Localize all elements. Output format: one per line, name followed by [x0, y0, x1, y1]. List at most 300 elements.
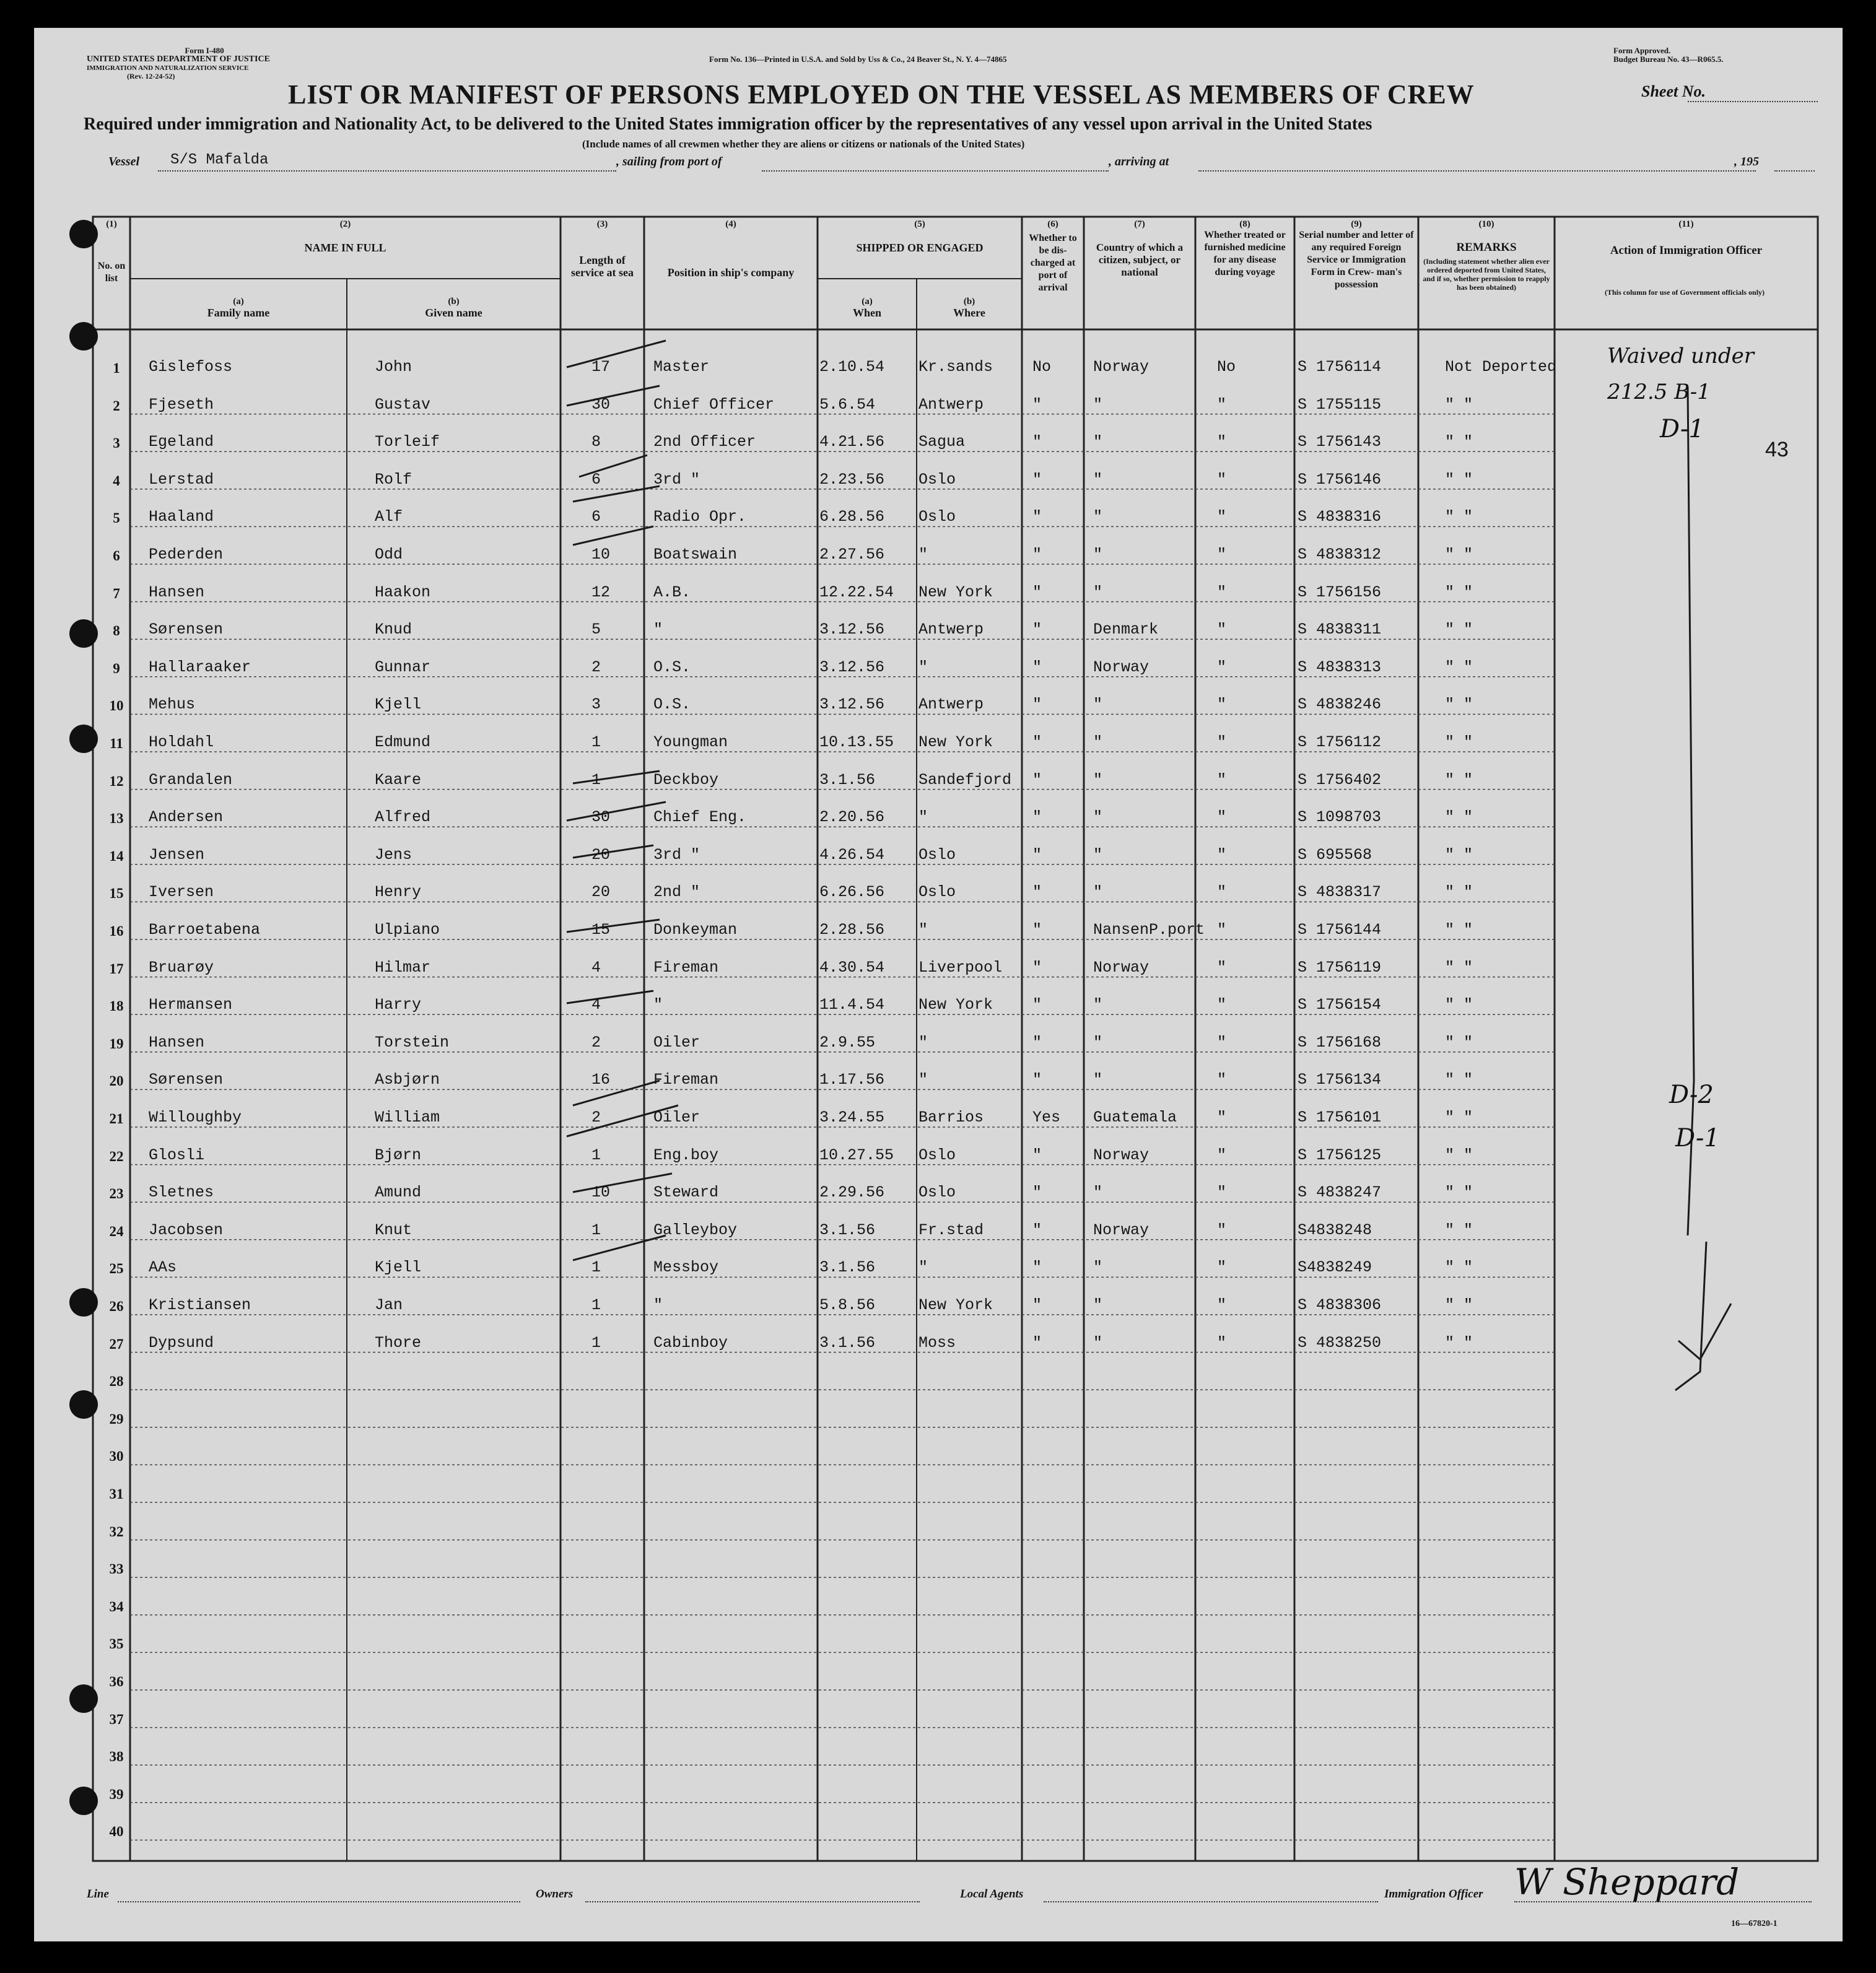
length-of-service: 6	[591, 470, 601, 489]
row-number: 24	[109, 1223, 124, 1239]
col6-number: (6)	[1047, 219, 1058, 229]
arriving-label: , arriving at	[1109, 155, 1169, 168]
treated-status: "	[1217, 1146, 1227, 1164]
row-number: 8	[113, 623, 120, 639]
row-number: 3	[113, 435, 120, 451]
treated-status: "	[1217, 695, 1227, 714]
row-number: 35	[109, 1636, 124, 1652]
footer-agents-label: Local Agents	[960, 1888, 1024, 1901]
position: 2nd "	[653, 883, 700, 902]
length-of-service: 1	[591, 1258, 601, 1277]
treated-status: "	[1217, 958, 1227, 977]
given-name: Ulpiano	[375, 921, 440, 939]
family-name: Dypsund	[149, 1333, 214, 1352]
row-number: 16	[109, 923, 124, 939]
treated-status: "	[1217, 1183, 1227, 1202]
family-name: AAs	[149, 1258, 177, 1277]
shipped-when: 2.27.56	[819, 546, 885, 564]
family-name: Andersen	[149, 808, 224, 827]
position: Galleyboy	[653, 1221, 738, 1239]
row-number: 26	[109, 1299, 124, 1314]
position: "	[653, 1296, 663, 1314]
country: Guatemala	[1093, 1108, 1177, 1126]
shipped-when: 3.1.56	[819, 1258, 876, 1277]
shipped-when: 6.28.56	[819, 508, 885, 526]
row-number: 33	[109, 1561, 124, 1577]
shipped-when: 5.6.54	[819, 395, 876, 414]
treated-status: "	[1217, 1221, 1227, 1239]
serial-number: S 4838247	[1298, 1183, 1382, 1202]
shipped-where: Kr.sands	[918, 358, 993, 376]
col10-header: REMARKS	[1456, 241, 1517, 254]
given-name: William	[375, 1108, 440, 1126]
officer-signature: W Sheppard	[1514, 1861, 1740, 1903]
shipped-when: 2.28.56	[819, 921, 885, 939]
shipped-where: "	[918, 808, 928, 827]
shipped-when: 2.23.56	[819, 470, 885, 489]
serial-number: S 1756114	[1298, 358, 1382, 376]
length-of-service: 3	[591, 695, 601, 714]
shipped-when: 2.29.56	[819, 1183, 885, 1202]
given-name: Asbjørn	[375, 1071, 440, 1089]
remarks: " "	[1445, 733, 1473, 751]
remarks: " "	[1445, 1071, 1473, 1089]
remarks: " "	[1445, 1146, 1473, 1164]
department: UNITED STATES DEPARTMENT OF JUSTICE	[87, 54, 270, 64]
remarks: " "	[1445, 395, 1473, 414]
officer-note-waived: Waived under	[1607, 344, 1754, 368]
col2-header: NAME IN FULL	[304, 242, 386, 254]
remarks: " "	[1445, 770, 1473, 789]
remarks: " "	[1445, 470, 1473, 489]
position: Radio Opr.	[653, 508, 747, 526]
shipped-when: 4.21.56	[819, 433, 885, 451]
row-number: 22	[109, 1148, 124, 1164]
given-name: Torstein	[375, 1033, 450, 1052]
family-name: Pederden	[149, 546, 224, 564]
position: O.S.	[653, 658, 691, 676]
country: Norway	[1093, 358, 1150, 376]
shipped-when: 5.8.56	[819, 1296, 876, 1314]
country: "	[1093, 1258, 1103, 1277]
length-of-service: 2	[591, 658, 601, 676]
col2-number: (2)	[339, 219, 351, 229]
col7-number: (7)	[1134, 219, 1145, 229]
col1-header: No. on list	[97, 261, 126, 284]
given-name: Knut	[375, 1221, 412, 1239]
length-of-service: 10	[591, 546, 611, 564]
family-name: Lerstad	[149, 470, 214, 489]
position: Cabinboy	[653, 1333, 728, 1352]
vessel-value: S/S Mafalda	[170, 152, 269, 168]
serial-number: S 1756144	[1298, 921, 1382, 939]
shipped-where: "	[918, 546, 928, 564]
shipped-where: Barrios	[918, 1108, 984, 1126]
row-number: 17	[109, 960, 124, 977]
given-name: John	[375, 358, 412, 376]
row-number: 38	[109, 1749, 124, 1765]
serial-number: S 1756156	[1298, 583, 1382, 601]
discharge-status: "	[1032, 508, 1042, 526]
vessel-label: Vessel	[108, 155, 139, 168]
serial-number: S 4838306	[1298, 1296, 1382, 1314]
country: Norway	[1093, 658, 1150, 676]
given-name: Bjørn	[375, 1146, 422, 1164]
country: "	[1093, 395, 1103, 414]
treated-status: "	[1217, 470, 1227, 489]
treated-status: "	[1217, 1333, 1227, 1352]
row-number: 6	[113, 548, 120, 564]
serial-number: S 1756154	[1298, 996, 1382, 1014]
remarks: " "	[1445, 1296, 1473, 1314]
treated-status: "	[1217, 621, 1227, 639]
col5b-letter: (b)	[963, 297, 975, 307]
length-of-service: 8	[591, 433, 601, 451]
treated-status: "	[1217, 583, 1227, 601]
footer-agents-blank	[1044, 1901, 1378, 1902]
shipped-when: 3.12.56	[819, 658, 885, 676]
length-of-service: 2	[591, 1108, 601, 1126]
row-number: 37	[109, 1711, 124, 1727]
col9-header: Serial number and letter of any required Foreign Service or Immigration Form in Crew- man's possession	[1299, 230, 1414, 290]
remarks: " "	[1445, 546, 1473, 564]
treated-status: "	[1217, 883, 1227, 902]
given-name: Knud	[375, 621, 412, 639]
position: O.S.	[653, 695, 691, 714]
family-name: Grandalen	[149, 770, 233, 789]
country: "	[1093, 1033, 1103, 1052]
position: Master	[653, 358, 710, 376]
shipped-where: Antwerp	[918, 395, 984, 414]
row-number: 4	[113, 473, 120, 489]
punch-hole	[69, 1288, 98, 1317]
shipped-when: 4.26.54	[819, 845, 885, 864]
shipped-where: Antwerp	[918, 695, 984, 714]
row-number: 2	[113, 398, 120, 414]
serial-number: S 1755115	[1298, 395, 1382, 414]
length-of-service: 1	[591, 1296, 601, 1314]
shipped-where: "	[918, 1258, 928, 1277]
serial-number: S 695568	[1298, 845, 1372, 864]
margin-number: 43	[1765, 438, 1789, 461]
discharge-status: "	[1032, 546, 1042, 564]
footer-line-label: Line	[87, 1888, 109, 1901]
shipped-where: New York	[918, 1296, 993, 1314]
treated-status: "	[1217, 1258, 1227, 1277]
shipped-when: 3.1.56	[819, 770, 876, 789]
shipped-where: "	[918, 658, 928, 676]
family-name: Sørensen	[149, 621, 224, 639]
page-title: LIST OR MANIFEST OF PERSONS EMPLOYED ON THE VESSEL AS MEMBERS OF CREW	[288, 79, 1475, 110]
col9-number: (9)	[1351, 219, 1362, 229]
punch-hole	[69, 1390, 98, 1419]
position: Messboy	[653, 1258, 719, 1277]
row-number: 36	[109, 1674, 124, 1689]
given-name: Kjell	[375, 695, 422, 714]
row-number: 20	[109, 1073, 124, 1089]
row-number: 30	[109, 1448, 124, 1465]
footer-owners-blank	[585, 1901, 920, 1902]
length-of-service: 30	[591, 808, 611, 827]
treated-status: "	[1217, 1108, 1227, 1126]
remarks: " "	[1445, 808, 1473, 827]
year-label: , 195	[1734, 155, 1759, 168]
remarks: " "	[1445, 1183, 1473, 1202]
length-of-service: 6	[591, 508, 601, 526]
position: Eng.boy	[653, 1146, 719, 1164]
family-name: Sletnes	[149, 1183, 214, 1202]
family-name: Iversen	[149, 883, 214, 902]
given-name: Harry	[375, 996, 422, 1014]
family-name: Mehus	[149, 695, 196, 714]
remarks: " "	[1445, 1108, 1473, 1126]
col2a-header: Family name	[207, 307, 270, 319]
officer-note-d1-top: D-1	[1660, 415, 1704, 443]
treated-status: "	[1217, 770, 1227, 789]
serial-number: S 4838250	[1298, 1333, 1382, 1352]
serial-number: S4838249	[1298, 1258, 1372, 1277]
given-name: Jan	[375, 1296, 403, 1314]
sheet-label: Sheet No.	[1641, 82, 1706, 100]
shipped-where: Liverpool	[918, 958, 1003, 977]
shipped-where: Antwerp	[918, 621, 984, 639]
revision: (Rev. 12-24-52)	[127, 72, 175, 81]
discharge-status: "	[1032, 770, 1042, 789]
position: A.B.	[653, 583, 691, 601]
given-name: Kjell	[375, 1258, 422, 1277]
form-code: 16—67820-1	[1731, 1919, 1778, 1928]
serial-number: S 1756125	[1298, 1146, 1382, 1164]
remarks: " "	[1445, 1221, 1473, 1239]
treated-status: "	[1217, 1071, 1227, 1089]
country: "	[1093, 1071, 1103, 1089]
family-name: Willoughby	[149, 1108, 242, 1126]
treated-status: "	[1217, 658, 1227, 676]
length-of-service: 4	[591, 958, 601, 977]
col2a-letter: (a)	[233, 297, 244, 307]
include-note: (Include names of all crewmen whether they are aliens or citizens or nationals of the United States)	[582, 138, 1025, 150]
punch-hole	[69, 322, 98, 351]
shipped-where: "	[918, 1033, 928, 1052]
discharge-status: "	[1032, 1258, 1042, 1277]
family-name: Hermansen	[149, 996, 233, 1014]
length-of-service: 20	[591, 883, 611, 902]
remarks: Not Deported	[1445, 358, 1557, 376]
serial-number: S 1756112	[1298, 733, 1382, 751]
col11-note: (This column for use of Government officials only)	[1604, 288, 1765, 297]
row-number: 32	[109, 1523, 124, 1540]
remarks: " "	[1445, 621, 1473, 639]
country: NansenP.port	[1093, 921, 1205, 939]
treated-status: "	[1217, 546, 1227, 564]
remarks: " "	[1445, 845, 1473, 864]
punch-hole	[69, 220, 98, 248]
length-of-service: 12	[591, 583, 611, 601]
treated-status: "	[1217, 845, 1227, 864]
family-name: Haaland	[149, 508, 214, 526]
approval-line-2: Budget Bureau No. 43—R065.5.	[1613, 54, 1724, 64]
family-name: Hansen	[149, 583, 205, 601]
shipped-where: Fr.stad	[918, 1221, 984, 1239]
position: Fireman	[653, 958, 719, 977]
discharge-status: "	[1032, 883, 1042, 902]
discharge-status: "	[1032, 921, 1042, 939]
length-of-service: 17	[591, 358, 611, 376]
position: Oiler	[653, 1033, 700, 1052]
country: "	[1093, 996, 1103, 1014]
row-number: 5	[113, 510, 120, 526]
row-number: 27	[109, 1336, 124, 1352]
row-number: 39	[109, 1786, 124, 1802]
treated-status: "	[1217, 996, 1227, 1014]
position: 3rd "	[653, 845, 700, 864]
col5-header: SHIPPED OR ENGAGED	[856, 242, 984, 254]
discharge-status: Yes	[1032, 1108, 1061, 1126]
length-of-service: 2	[591, 1033, 601, 1052]
family-name: Sørensen	[149, 1071, 224, 1089]
country: "	[1093, 1333, 1103, 1352]
given-name: Alfred	[375, 808, 431, 827]
given-name: Henry	[375, 883, 422, 902]
shipped-where: Sandefjord	[918, 770, 1012, 789]
service: IMMIGRATION AND NATURALIZATION SERVICE	[87, 64, 249, 72]
punch-hole	[69, 1684, 98, 1713]
col2b-letter: (b)	[448, 297, 460, 307]
col5a-letter: (a)	[862, 297, 873, 307]
country: Norway	[1093, 1146, 1150, 1164]
shipped-when: 3.24.55	[819, 1108, 885, 1126]
discharge-status: "	[1032, 1221, 1042, 1239]
shipped-where: Sagua	[918, 433, 966, 451]
position: "	[653, 996, 663, 1014]
treated-status: "	[1217, 433, 1227, 451]
family-name: Barroetabena	[149, 921, 261, 939]
row-number: 15	[109, 886, 124, 902]
discharge-status: "	[1032, 996, 1042, 1014]
given-name: Alf	[375, 508, 403, 526]
row-number: 25	[109, 1261, 124, 1277]
shipped-when: 3.1.56	[819, 1221, 876, 1239]
country: "	[1093, 733, 1103, 751]
serial-number: S 4838313	[1298, 658, 1382, 676]
remarks: " "	[1445, 508, 1473, 526]
row-number: 40	[109, 1824, 124, 1840]
length-of-service: 1	[591, 1221, 601, 1239]
printer-note: Form No. 136—Printed in U.S.A. and Sold by Uss & Co., 24 Beaver St., N. Y. 4—74865	[709, 54, 1007, 64]
discharge-status: "	[1032, 658, 1042, 676]
country: Denmark	[1093, 621, 1159, 639]
discharge-status: "	[1032, 583, 1042, 601]
shipped-when: 10.27.55	[819, 1146, 894, 1164]
family-name: Hansen	[149, 1033, 205, 1052]
punch-hole	[69, 1787, 98, 1815]
given-name: Rolf	[375, 470, 412, 489]
shipped-when: 2.9.55	[819, 1033, 876, 1052]
serial-number: S 1756134	[1298, 1071, 1382, 1089]
length-of-service: 1	[591, 1333, 601, 1352]
discharge-status: "	[1032, 1146, 1042, 1164]
discharge-status: "	[1032, 470, 1042, 489]
given-name: Torleif	[375, 433, 440, 451]
remarks: " "	[1445, 996, 1473, 1014]
position: Deckboy	[653, 770, 719, 789]
remarks: " "	[1445, 658, 1473, 676]
shipped-where: New York	[918, 996, 993, 1014]
family-name: Jacobsen	[149, 1221, 224, 1239]
given-name: Haakon	[375, 583, 431, 601]
country: "	[1093, 433, 1103, 451]
given-name: Thore	[375, 1333, 422, 1352]
country: "	[1093, 508, 1103, 526]
discharge-status: "	[1032, 733, 1042, 751]
col2b-header: Given name	[425, 307, 482, 319]
row-number: 19	[109, 1035, 124, 1052]
position: Chief Officer	[653, 395, 775, 414]
treated-status: "	[1217, 808, 1227, 827]
discharge-status: "	[1032, 1333, 1042, 1352]
remarks: " "	[1445, 958, 1473, 977]
row-number: 34	[109, 1598, 124, 1614]
remarks: " "	[1445, 1033, 1473, 1052]
discharge-status: "	[1032, 395, 1042, 414]
discharge-status: No	[1032, 358, 1052, 376]
country: "	[1093, 546, 1103, 564]
col10-number: (10)	[1478, 219, 1494, 229]
given-name: Gustav	[375, 395, 431, 414]
length-of-service: 1	[591, 770, 601, 789]
shipped-where: New York	[918, 733, 993, 751]
family-name: Egeland	[149, 433, 214, 451]
shipped-when: 3.12.56	[819, 621, 885, 639]
shipped-where: "	[918, 1071, 928, 1089]
country: "	[1093, 695, 1103, 714]
serial-number: S 1098703	[1298, 808, 1382, 827]
position: Oiler	[653, 1108, 700, 1126]
row-number: 14	[109, 848, 124, 864]
row-number: 13	[109, 811, 124, 827]
length-of-service: 16	[591, 1071, 611, 1089]
position: 2nd Officer	[653, 433, 756, 451]
row-number: 10	[109, 698, 124, 714]
country: Norway	[1093, 1221, 1150, 1239]
discharge-status: "	[1032, 1033, 1042, 1052]
serial-number: S4838248	[1298, 1221, 1372, 1239]
row-number: 12	[109, 773, 124, 789]
serial-number: S 4838316	[1298, 508, 1382, 526]
family-name: Hallaraaker	[149, 658, 251, 676]
country: Norway	[1093, 958, 1150, 977]
footer-owners-label: Owners	[536, 1888, 574, 1901]
row-number: 29	[109, 1411, 124, 1427]
shipped-when: 11.4.54	[819, 996, 885, 1014]
shipped-when: 10.13.55	[819, 733, 894, 751]
serial-number: S 1756119	[1298, 958, 1382, 977]
treated-status: "	[1217, 1296, 1227, 1314]
officer-note-d1-bottom: D-1	[1675, 1124, 1720, 1152]
shipped-when: 1.17.56	[819, 1071, 885, 1089]
treated-status: "	[1217, 733, 1227, 751]
given-name: Kaare	[375, 770, 422, 789]
country: "	[1093, 845, 1103, 864]
family-name: Fjeseth	[149, 395, 214, 414]
serial-number: S 4838312	[1298, 546, 1382, 564]
form-id: Form I-480	[185, 46, 224, 55]
discharge-status: "	[1032, 695, 1042, 714]
given-name: Gunnar	[375, 658, 431, 676]
length-of-service: 30	[591, 395, 611, 414]
family-name: Bruarøy	[149, 958, 214, 977]
col11-header: Action of Immigration Officer	[1610, 244, 1763, 257]
